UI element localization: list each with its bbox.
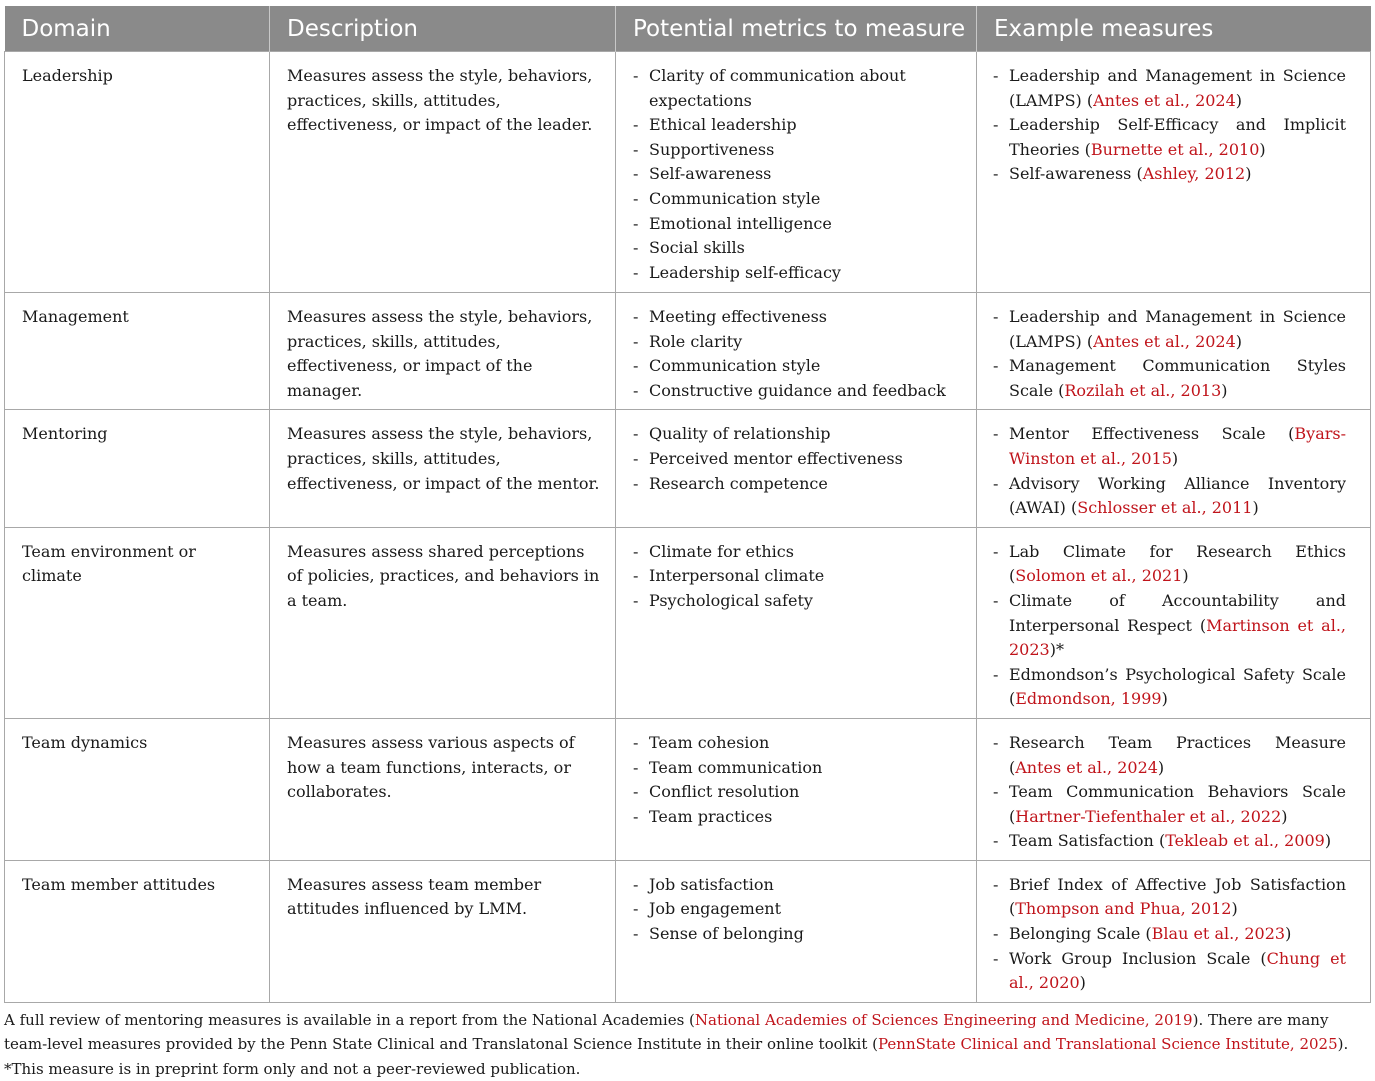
citation-link[interactable]: Antes et al., 2024 xyxy=(1093,90,1236,110)
measure-name: Mentor Effectiveness Scale ( xyxy=(1009,424,1295,444)
measure-item xyxy=(993,873,1346,922)
measures-list xyxy=(993,305,1346,403)
metrics-cell xyxy=(616,52,977,293)
header-domain: Domain xyxy=(5,6,270,52)
citation-close: ) xyxy=(1182,566,1189,586)
measure-item xyxy=(993,540,1346,589)
citation-link[interactable]: Antes et al., 2024 xyxy=(1015,757,1158,777)
measure-item xyxy=(993,64,1346,113)
citation-close: ) xyxy=(1281,806,1288,826)
document xyxy=(4,6,1370,1081)
citation-link[interactable]: Schlosser et al., 2011 xyxy=(1077,498,1253,518)
metric-item: - Sense of belonging xyxy=(633,922,966,947)
header-row xyxy=(5,6,1371,52)
citation-link[interactable]: Solomon et al., 2021 xyxy=(1015,566,1183,586)
metric-item: - Self-awareness xyxy=(633,162,966,187)
citation-link[interactable]: Burnette et al., 2010 xyxy=(1090,139,1260,159)
metrics-cell xyxy=(616,410,977,527)
measures-table xyxy=(4,6,1371,1003)
measure-name: Climate of Accountability and Interpersonal Respect ( xyxy=(1009,590,1346,635)
citation-close: ) xyxy=(1161,689,1168,709)
citation-close: ) xyxy=(1221,380,1228,400)
metric-item: - Role clarity xyxy=(633,330,966,355)
metric-item: - Leadership self-efficacy xyxy=(633,261,966,286)
citation-close: ) xyxy=(1245,164,1252,184)
measure-item xyxy=(993,829,1346,854)
measure-item xyxy=(993,305,1346,354)
footnote-reference-link[interactable]: PennState Clinical and Translational Science Institute, 2025 xyxy=(877,1035,1338,1054)
domain-cell: Team environment or climate xyxy=(5,527,270,718)
metrics-list xyxy=(633,422,966,496)
citation-link[interactable]: Rozilah et al., 2013 xyxy=(1064,380,1222,400)
measure-name: Management Communication Styles Scale ( xyxy=(1009,356,1346,400)
table-row xyxy=(5,52,1371,293)
citation-close: ) xyxy=(1324,831,1332,851)
measure-name: Self-awareness ( xyxy=(1009,164,1143,184)
metric-item: - Quality of relationship xyxy=(633,422,966,447)
table-header xyxy=(5,6,1371,52)
measure-name: Brief Index of Affective Job Satisfaction ( xyxy=(1009,874,1346,919)
measures-list xyxy=(993,873,1346,996)
measure-name: Work Group Inclusion Scale ( xyxy=(1009,948,1267,968)
measure-item xyxy=(993,162,1346,187)
citation-close: ) xyxy=(1235,331,1243,351)
table-row xyxy=(5,410,1371,527)
footnote-text-1: A full review of mentoring measures is available in a report from the National Academies ( xyxy=(4,1010,695,1029)
measure-name: Team Satisfaction ( xyxy=(1009,831,1166,851)
domain-cell: Team member attitudes xyxy=(5,860,270,1002)
metric-item: - Interpersonal climate xyxy=(633,564,966,589)
metrics-list xyxy=(633,731,966,829)
measure-item xyxy=(993,663,1346,712)
table-row xyxy=(5,860,1371,1002)
citation-close: ) xyxy=(1231,899,1238,919)
header-metrics: Potential metrics to measure xyxy=(616,6,977,52)
measures-list xyxy=(993,540,1346,712)
measure-item xyxy=(993,947,1346,996)
measure-item xyxy=(993,780,1346,829)
metric-item: - Psychological safety xyxy=(633,589,966,614)
domain-cell: Management xyxy=(5,293,270,410)
example-measures-cell xyxy=(977,718,1371,860)
metrics-list xyxy=(633,64,966,285)
metric-item: - Perceived mentor effectiveness xyxy=(633,447,966,472)
example-measures-cell xyxy=(977,410,1371,527)
measure-item xyxy=(993,731,1346,780)
table-row xyxy=(5,293,1371,410)
citation-close: ) xyxy=(1235,90,1243,110)
metric-item: - Communication style xyxy=(633,187,966,212)
citation-link[interactable]: Martinson et al., 2023 xyxy=(1009,615,1347,660)
example-measures-cell xyxy=(977,527,1371,718)
citation-close: ) xyxy=(1171,448,1179,468)
citation-close: ) xyxy=(1157,757,1165,777)
table-footnote xyxy=(4,1008,1368,1081)
measure-name: Lab Climate for Research Ethics ( xyxy=(1009,541,1346,586)
citation-close: ) xyxy=(1259,139,1266,159)
citation-link[interactable]: Byars-Winston et al., 2015 xyxy=(1009,424,1346,468)
measure-name: Advisory Working Alliance Inventory (AWAI) ( xyxy=(1009,473,1346,518)
measure-name: Leadership and Management in Science (LAMPS) ( xyxy=(1009,66,1346,110)
citation-link[interactable]: Blau et al., 2023 xyxy=(1151,924,1286,944)
citation-link[interactable]: Hartner-Tiefenthaler et al., 2022 xyxy=(1015,806,1282,826)
metric-item: - Supportiveness xyxy=(633,138,966,163)
metric-item: - Job engagement xyxy=(633,897,966,922)
metric-item: - Social skills xyxy=(633,236,966,261)
metrics-list xyxy=(633,873,966,947)
domain-cell: Team dynamics xyxy=(5,718,270,860)
citation-close: )* xyxy=(1049,640,1064,660)
metric-item: - Research competence xyxy=(633,472,966,497)
citation-link[interactable]: Antes et al., 2024 xyxy=(1093,331,1236,351)
metrics-cell xyxy=(616,293,977,410)
citation-link[interactable]: Chung et al., 2020 xyxy=(1009,948,1346,993)
metric-item: - Climate for ethics xyxy=(633,540,966,565)
description-cell: Measures assess the style, behaviors, practices, skills, attitudes, effectiveness, or impact of the mentor. xyxy=(270,410,616,527)
measure-name: Edmondson’s Psychological Safety Scale ( xyxy=(1009,664,1346,709)
metrics-cell xyxy=(616,860,977,1002)
metric-item: - Emotional intelligence xyxy=(633,212,966,237)
domain-cell: Leadership xyxy=(5,52,270,293)
measure-name: Leadership Self-Efficacy and Implicit Theories ( xyxy=(1009,115,1346,159)
citation-close: ) xyxy=(1252,498,1259,518)
measure-item xyxy=(993,922,1346,947)
metrics-list xyxy=(633,305,966,403)
header-example-measures: Example measures xyxy=(977,6,1371,52)
domain-cell: Mentoring xyxy=(5,410,270,527)
table-body xyxy=(5,52,1371,1003)
measures-list xyxy=(993,731,1346,854)
citation-link[interactable]: Tekleab et al., 2009 xyxy=(1165,831,1325,851)
metric-item: - Job satisfaction xyxy=(633,873,966,898)
measure-name: Leadership and Management in Science (LAMPS) ( xyxy=(1009,307,1346,351)
description-cell: Measures assess shared perceptions of policies, practices, and behaviors in a team. xyxy=(270,527,616,718)
measure-item xyxy=(993,354,1346,403)
citation-close: ) xyxy=(1079,973,1086,993)
citation-link[interactable]: Thompson and Phua, 2012 xyxy=(1015,899,1232,919)
table-row xyxy=(5,527,1371,718)
example-measures-cell xyxy=(977,293,1371,410)
citation-link[interactable]: Edmondson, 1999 xyxy=(1015,689,1162,709)
measure-name: Team Communication Behaviors Scale ( xyxy=(1009,782,1346,826)
metric-item: - Team cohesion xyxy=(633,731,966,756)
metrics-list xyxy=(633,540,966,614)
metric-item: - Ethical leadership xyxy=(633,113,966,138)
metric-item: - Team practices xyxy=(633,805,966,830)
metrics-cell xyxy=(616,527,977,718)
metric-item: - Conflict resolution xyxy=(633,780,966,805)
description-cell: Measures assess various aspects of how a team functions, interacts, or collaborates. xyxy=(270,718,616,860)
measure-item xyxy=(993,422,1346,471)
metric-item: - Constructive guidance and feedback xyxy=(633,379,966,404)
citation-link[interactable]: Ashley, 2012 xyxy=(1142,164,1246,184)
description-cell: Measures assess the style, behaviors, practices, skills, attitudes, effectiveness, or impact of the manager. xyxy=(270,293,616,410)
citation-close: ) xyxy=(1285,924,1292,944)
measure-name: Belonging Scale ( xyxy=(1009,924,1152,944)
metric-item: - Meeting effectiveness xyxy=(633,305,966,330)
metrics-cell xyxy=(616,718,977,860)
metric-item: - Clarity of communication about expectations xyxy=(633,64,966,113)
footnote-text-3: ). *This measure is in preprint form only and not a peer-reviewed publication. xyxy=(4,1035,1349,1078)
metric-item: - Team communication xyxy=(633,756,966,781)
measures-list xyxy=(993,422,1346,520)
measure-item xyxy=(993,113,1346,162)
example-measures-cell xyxy=(977,52,1371,293)
description-cell: Measures assess team member attitudes influenced by LMM. xyxy=(270,860,616,1002)
measure-item xyxy=(993,589,1346,663)
header-description: Description xyxy=(270,6,616,52)
footnote-reference-link[interactable]: National Academies of Sciences Engineering and Medicine, 2019 xyxy=(694,1010,1193,1029)
measure-item xyxy=(993,472,1346,521)
measure-name: Research Team Practices Measure ( xyxy=(1009,732,1346,777)
metric-item: - Communication style xyxy=(633,354,966,379)
example-measures-cell xyxy=(977,860,1371,1002)
description-cell: Measures assess the style, behaviors, practices, skills, attitudes, effectiveness, or impact of the leader. xyxy=(270,52,616,293)
table-row xyxy=(5,718,1371,860)
measures-list xyxy=(993,64,1346,187)
footnote-text-2: ). There are many team-level measures provided by the Penn State Clinical and Translatonal Science Institute in their online toolkit ( xyxy=(4,1010,1329,1054)
